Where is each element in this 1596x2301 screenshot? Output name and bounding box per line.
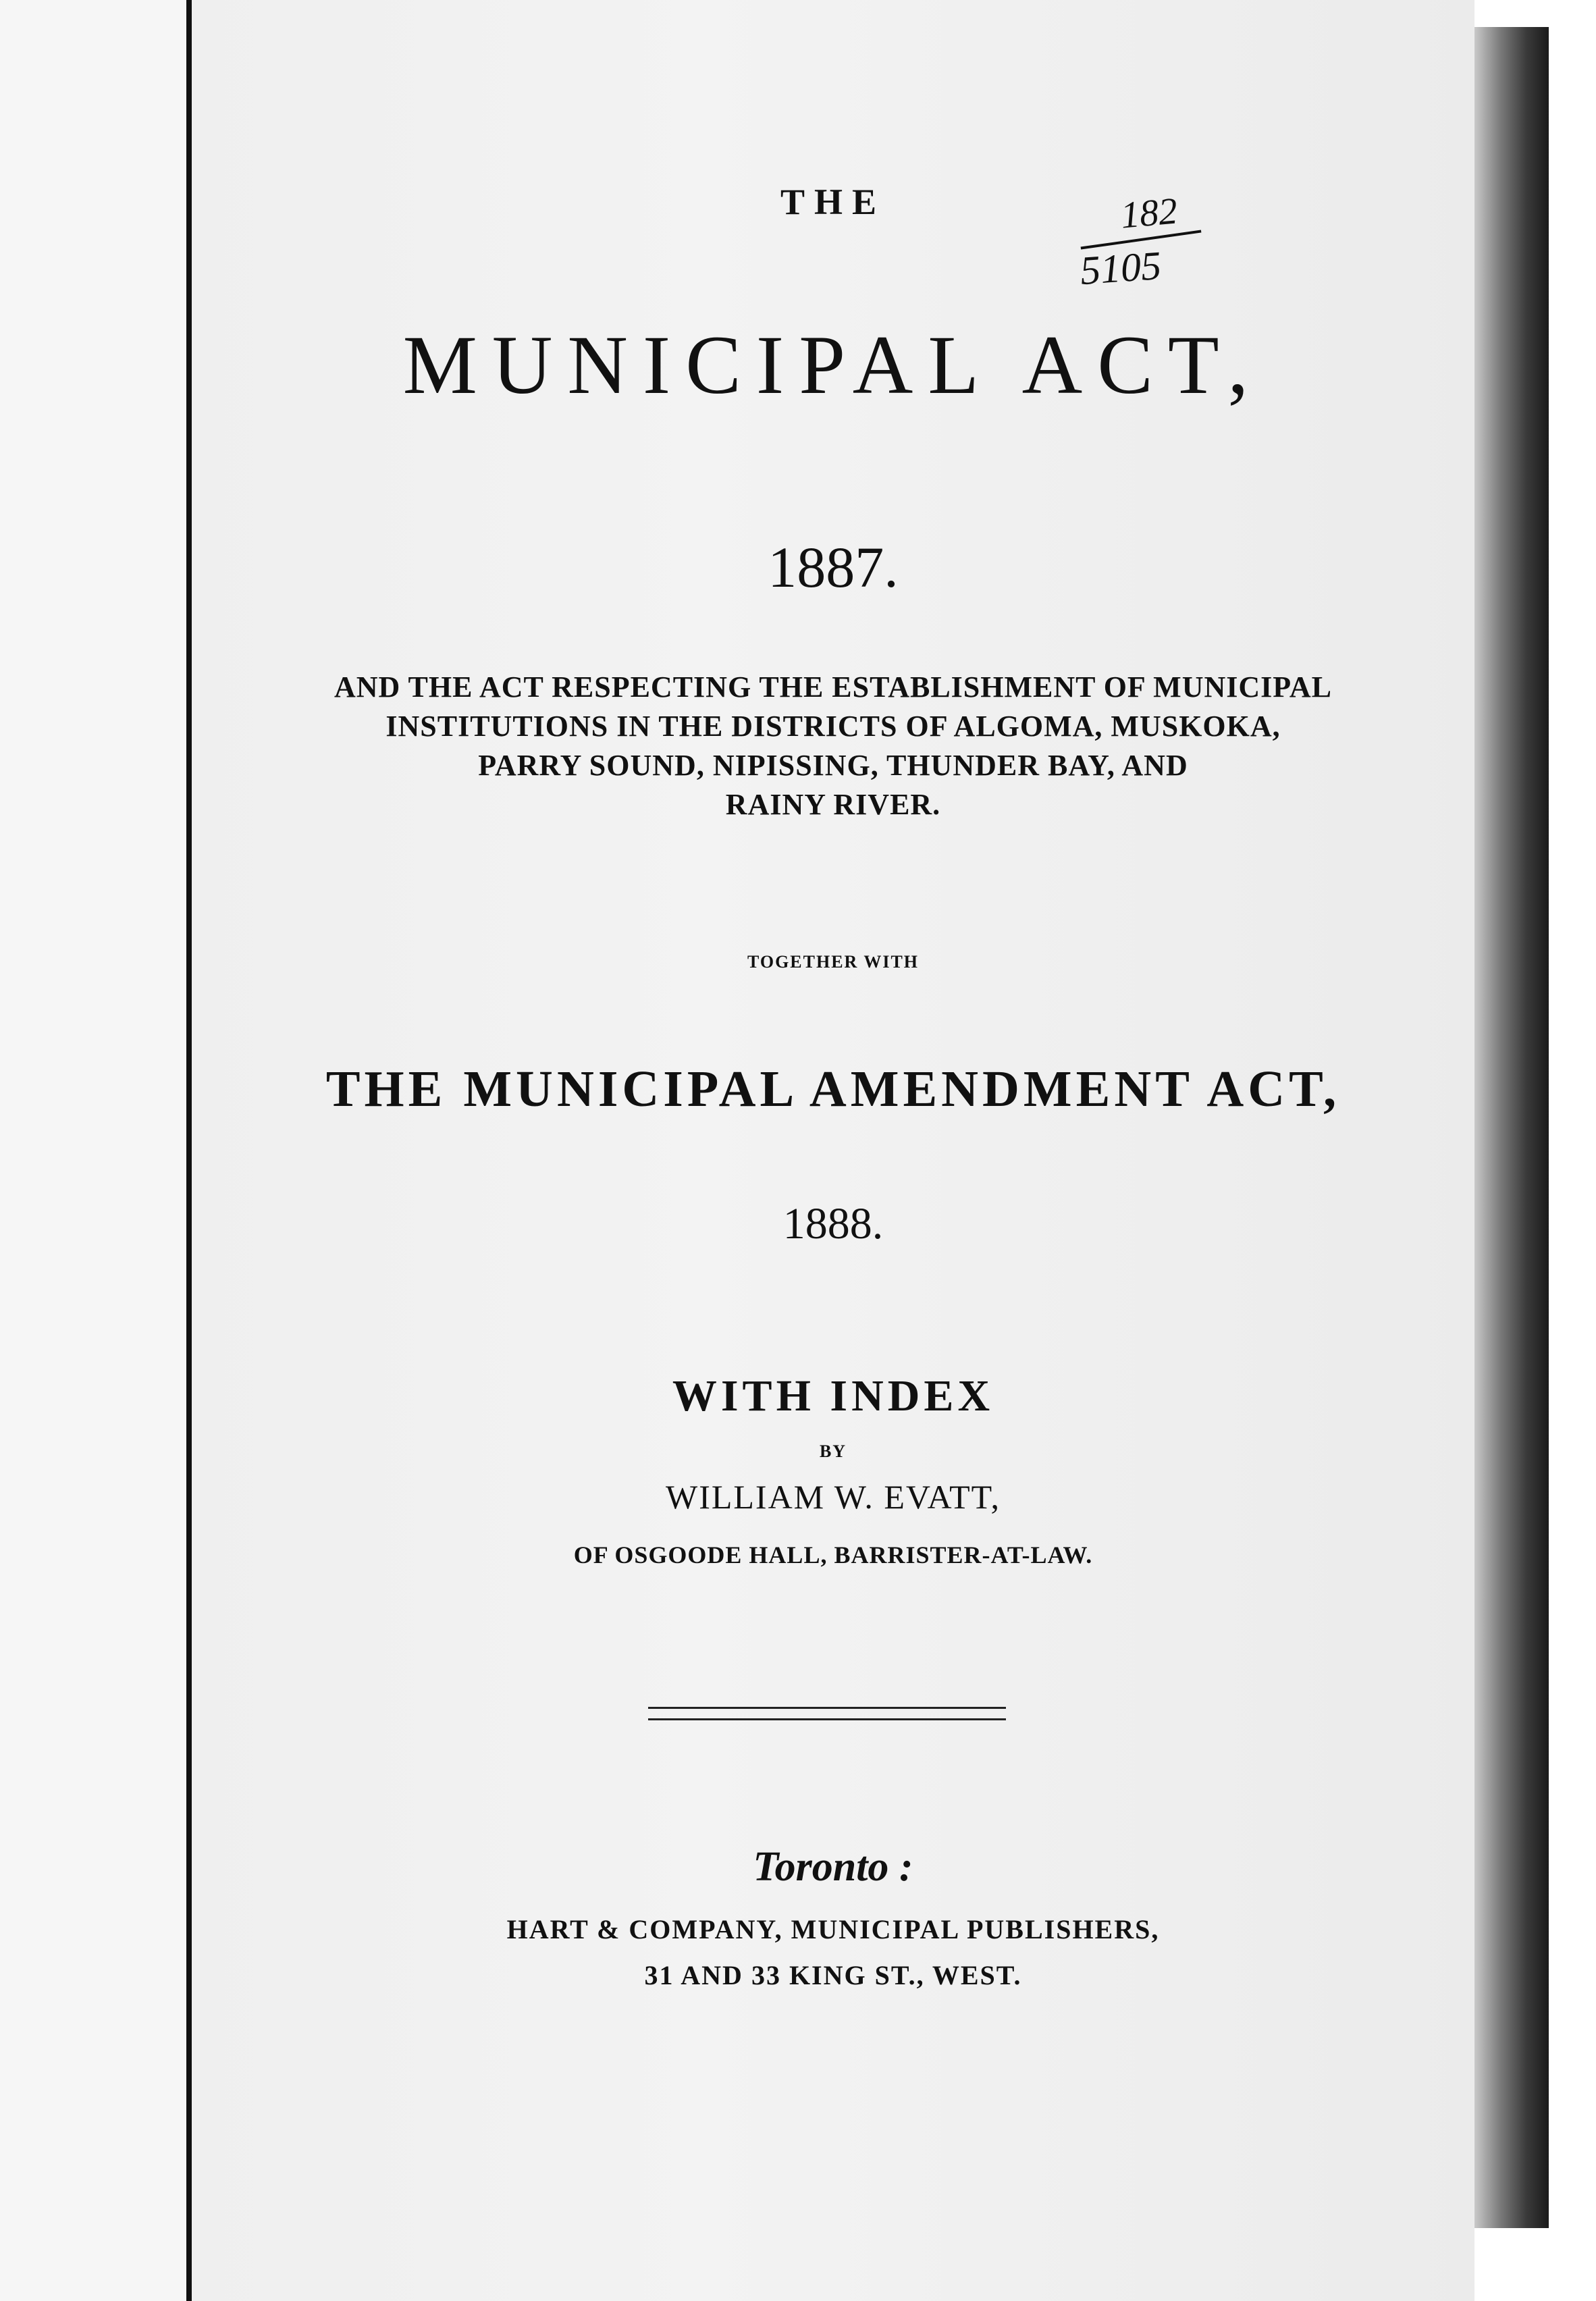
subtitle-line-1: AND THE ACT RESPECTING THE ESTABLISHMENT OF MUNICIPAL (334, 670, 1332, 704)
decorative-double-rule (648, 1707, 1006, 1720)
author-affiliation: OF OSGOODE HALL, BARRISTER-AT-LAW. (573, 1541, 1093, 1568)
amendment-year: 1888. (782, 1199, 884, 1248)
shelfmark-bottom: 5105 (1078, 242, 1163, 294)
index-heading: WITH INDEX (672, 1371, 994, 1421)
subtitle-line-3: PARRY SOUND, NIPISSING, THUNDER BAY, AND (478, 749, 1188, 782)
amendment-title: THE MUNICIPAL AMENDMENT ACT, (325, 1061, 1341, 1117)
title-article: THE (780, 182, 886, 222)
main-title: MUNICIPAL ACT, (402, 319, 1264, 411)
facing-blank-page (0, 0, 197, 2301)
author-name: WILLIAM W. EVATT, (666, 1478, 1001, 1516)
imprint-address: 31 AND 33 KING ST., WEST. (644, 1960, 1022, 1990)
subtitle-line-4: RAINY RIVER. (725, 788, 941, 821)
by-label: BY (819, 1442, 847, 1461)
imprint-publisher: HART & COMPANY, MUNICIPAL PUBLISHERS, (506, 1914, 1160, 1945)
page-edge-shadow (1474, 27, 1549, 2228)
subtitle-line-2: INSTITUTIONS IN THE DISTRICTS OF ALGOMA, MUSKOKA, (385, 710, 1281, 743)
binding-fold (186, 0, 192, 2301)
together-with-label: TOGETHER WITH (747, 952, 920, 972)
imprint-city: Toronto : (753, 1844, 913, 1890)
title-year: 1887. (768, 535, 899, 600)
shelfmark-top: 182 (1119, 190, 1179, 237)
scan-margin (1549, 0, 1596, 2301)
